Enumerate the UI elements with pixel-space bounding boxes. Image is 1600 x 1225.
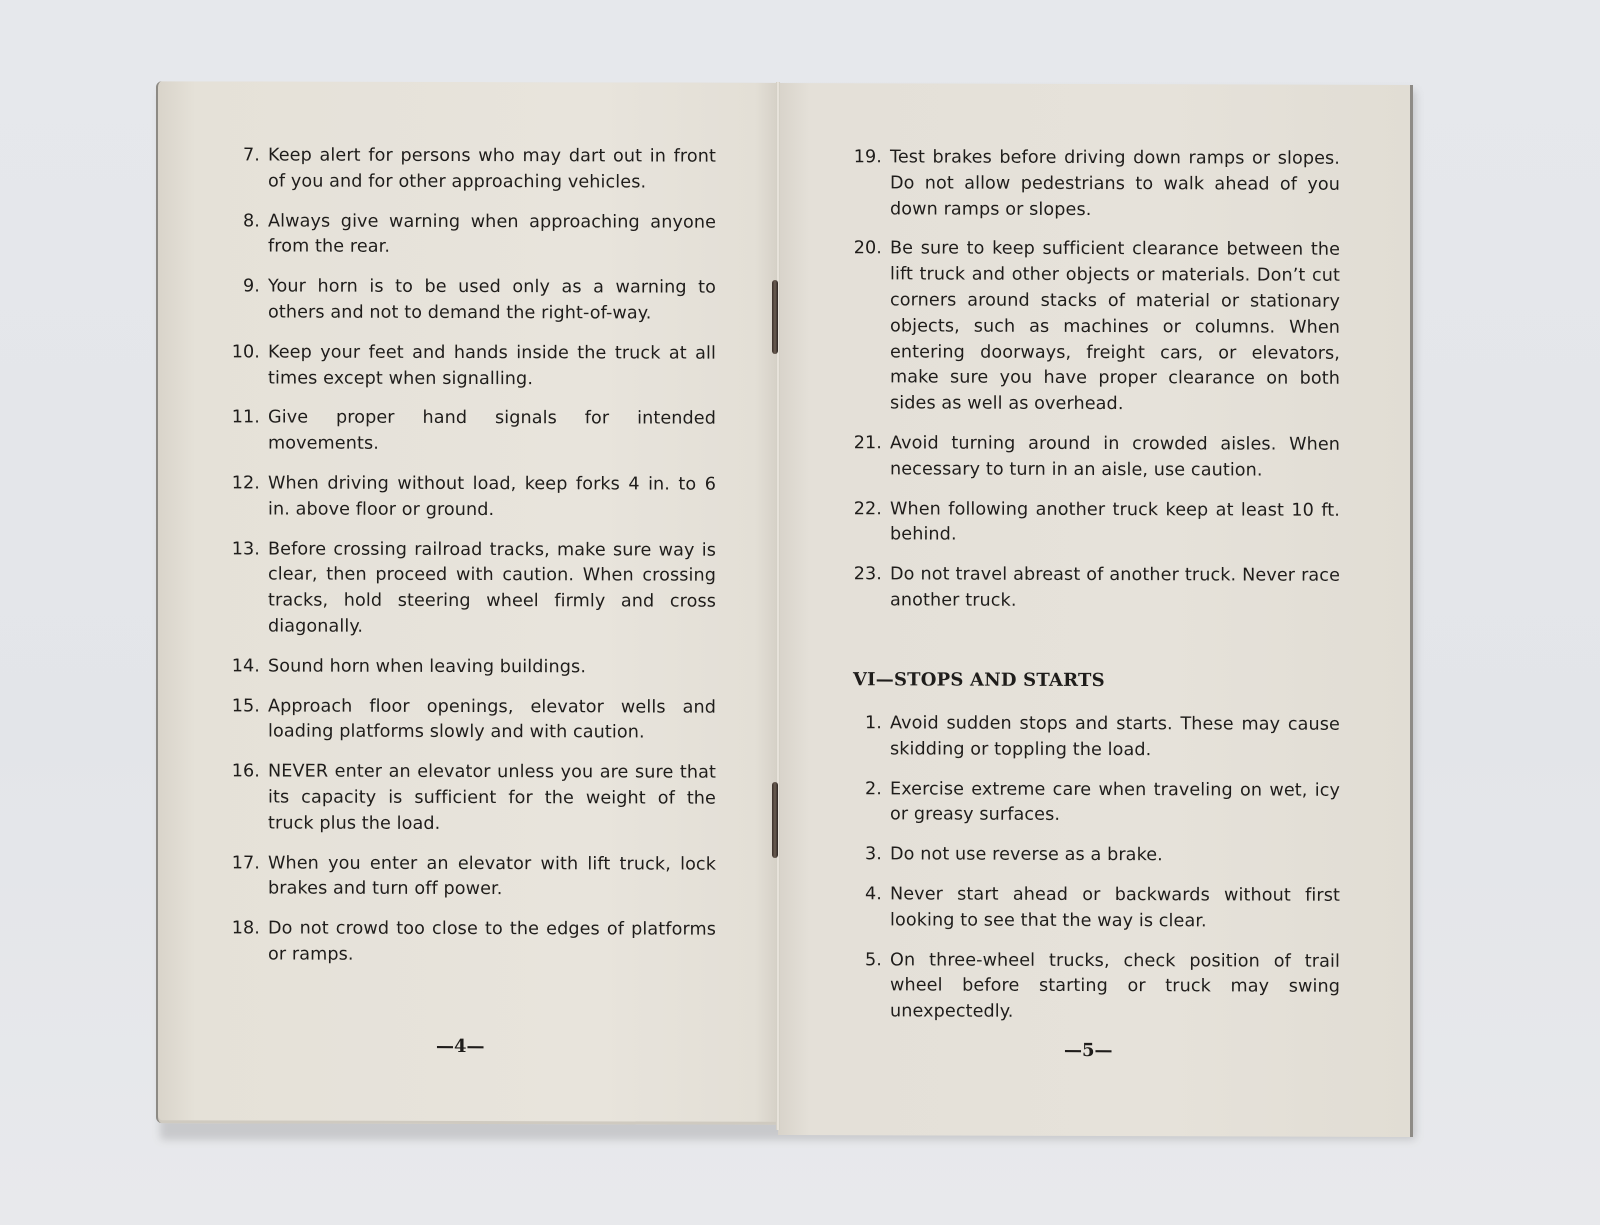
booklet-spine — [776, 82, 780, 1130]
list-item — [848, 431, 1340, 484]
item-text: When driving without load, keep forks 4 in. to 6 in. above floor or ground. — [268, 473, 716, 520]
item-number: 4. — [865, 884, 882, 905]
list-item — [226, 143, 716, 196]
item-text: Always give warning when approaching anyone from the rear. — [268, 211, 716, 258]
item-text: Test brakes before driving down ramps or slopes. Do not allow pedestrians to walk ahead of you down ramps or slopes. — [890, 147, 1340, 220]
list-item — [226, 209, 716, 262]
item-number: 21. — [853, 433, 882, 454]
item-text: Avoid turning around in crowded aisles. When necessary to turn in an aisle, use caution. — [890, 433, 1340, 481]
section-heading: VI—STOPS AND STARTS — [853, 669, 1105, 692]
item-number: 5. — [865, 949, 882, 970]
item-number: 17. — [231, 852, 260, 873]
item-number: 1. — [865, 713, 882, 734]
item-number: 19. — [853, 147, 882, 168]
item-number: 14. — [231, 656, 260, 677]
item-text: Avoid sudden stops and starts. These may cause skidding or toppling the load. — [890, 713, 1340, 760]
item-text: Your horn is to be used only as a warning to others and not to demand the right-of-way. — [268, 276, 716, 324]
list-item — [226, 760, 716, 839]
list-item — [226, 916, 716, 969]
list-item — [226, 654, 716, 681]
item-text: Exercise extreme care when traveling on wet, icy or greasy surfaces. — [890, 778, 1340, 826]
item-number: 2. — [865, 778, 882, 799]
item-text: Do not travel abreast of another truck. Never race another truck. — [890, 564, 1340, 611]
item-text: When following another truck keep at least 10 ft. behind. — [890, 498, 1340, 545]
staple-icon — [772, 280, 778, 354]
item-number: 11. — [231, 407, 260, 428]
list-item — [226, 851, 716, 904]
staple-icon — [772, 782, 778, 858]
item-number: 10. — [231, 342, 260, 363]
item-number: 13. — [231, 538, 260, 560]
list-item — [848, 948, 1340, 1027]
item-text: Never start ahead or backwards without first looking to see that the way is clear. — [890, 884, 1340, 932]
list-item — [226, 537, 716, 641]
item-number: 18. — [231, 918, 260, 939]
list-item — [226, 340, 716, 393]
list-item — [226, 275, 716, 328]
item-text: Do not use reverse as a brake. — [890, 844, 1163, 866]
stops-and-starts-list — [848, 711, 1340, 1041]
item-text: On three-wheel trucks, check position of trail wheel before starting or truck may swing unexpectedly. — [890, 949, 1340, 1022]
list-item — [848, 777, 1340, 830]
rules-list-left — [226, 143, 716, 983]
item-number: 12. — [231, 473, 260, 494]
item-text: When you enter an elevator with lift truck, lock brakes and turn off power. — [268, 853, 716, 900]
item-number: 22. — [853, 498, 882, 519]
left-page — [156, 81, 780, 1125]
list-item — [848, 145, 1340, 224]
item-number: 16. — [231, 761, 260, 782]
item-number: 20. — [853, 238, 882, 259]
item-number: 3. — [865, 844, 882, 865]
right-page — [778, 83, 1413, 1137]
item-text: Sound horn when leaving buildings. — [268, 656, 587, 678]
item-number: 23. — [853, 564, 882, 585]
item-number: 8. — [243, 211, 260, 232]
page-number-right: —5— — [1064, 1039, 1113, 1062]
list-item — [848, 842, 1340, 869]
list-item — [848, 711, 1340, 764]
list-item — [226, 406, 716, 459]
list-item — [848, 882, 1340, 935]
open-booklet — [156, 82, 1412, 1136]
rules-list-right — [848, 145, 1340, 629]
list-item — [848, 497, 1340, 550]
item-number: 7. — [243, 145, 260, 166]
list-item — [226, 694, 716, 747]
item-text: Give proper hand signals for intended movements. — [268, 407, 716, 454]
item-text: Do not crowd too close to the edges of platforms or ramps. — [268, 918, 716, 965]
item-number: 15. — [231, 695, 260, 717]
item-text: Approach floor openings, elevator wells and loading platforms slowly and with caution. — [268, 696, 716, 743]
item-text: NEVER enter an elevator unless you are sure that its capacity is sufficient for the weight of the truck plus the load. — [268, 761, 716, 834]
list-item — [226, 471, 716, 524]
item-text: Keep your feet and hands inside the truck at all times except when signalling. — [268, 342, 716, 389]
item-number: 9. — [243, 276, 260, 297]
item-text: Be sure to keep sufficient clearance between the lift truck and other objects or materials. Don’t cut corners around stacks of material or stationary objects, such as machines or columns. When entering doorways, freight cars, or elevators, make sure you have proper clearance on both sides as well as overhead. — [890, 238, 1340, 415]
list-item — [848, 562, 1340, 615]
item-text: Before crossing railroad tracks, make sure way is clear, then proceed with caution. When crossing tracks, hold steering wheel firmly and cross diagonally. — [268, 539, 716, 637]
page-number-left: —4— — [436, 1035, 485, 1058]
list-item — [848, 237, 1340, 419]
item-text: Keep alert for persons who may dart out in front of you and for other approaching vehicles. — [268, 145, 716, 193]
